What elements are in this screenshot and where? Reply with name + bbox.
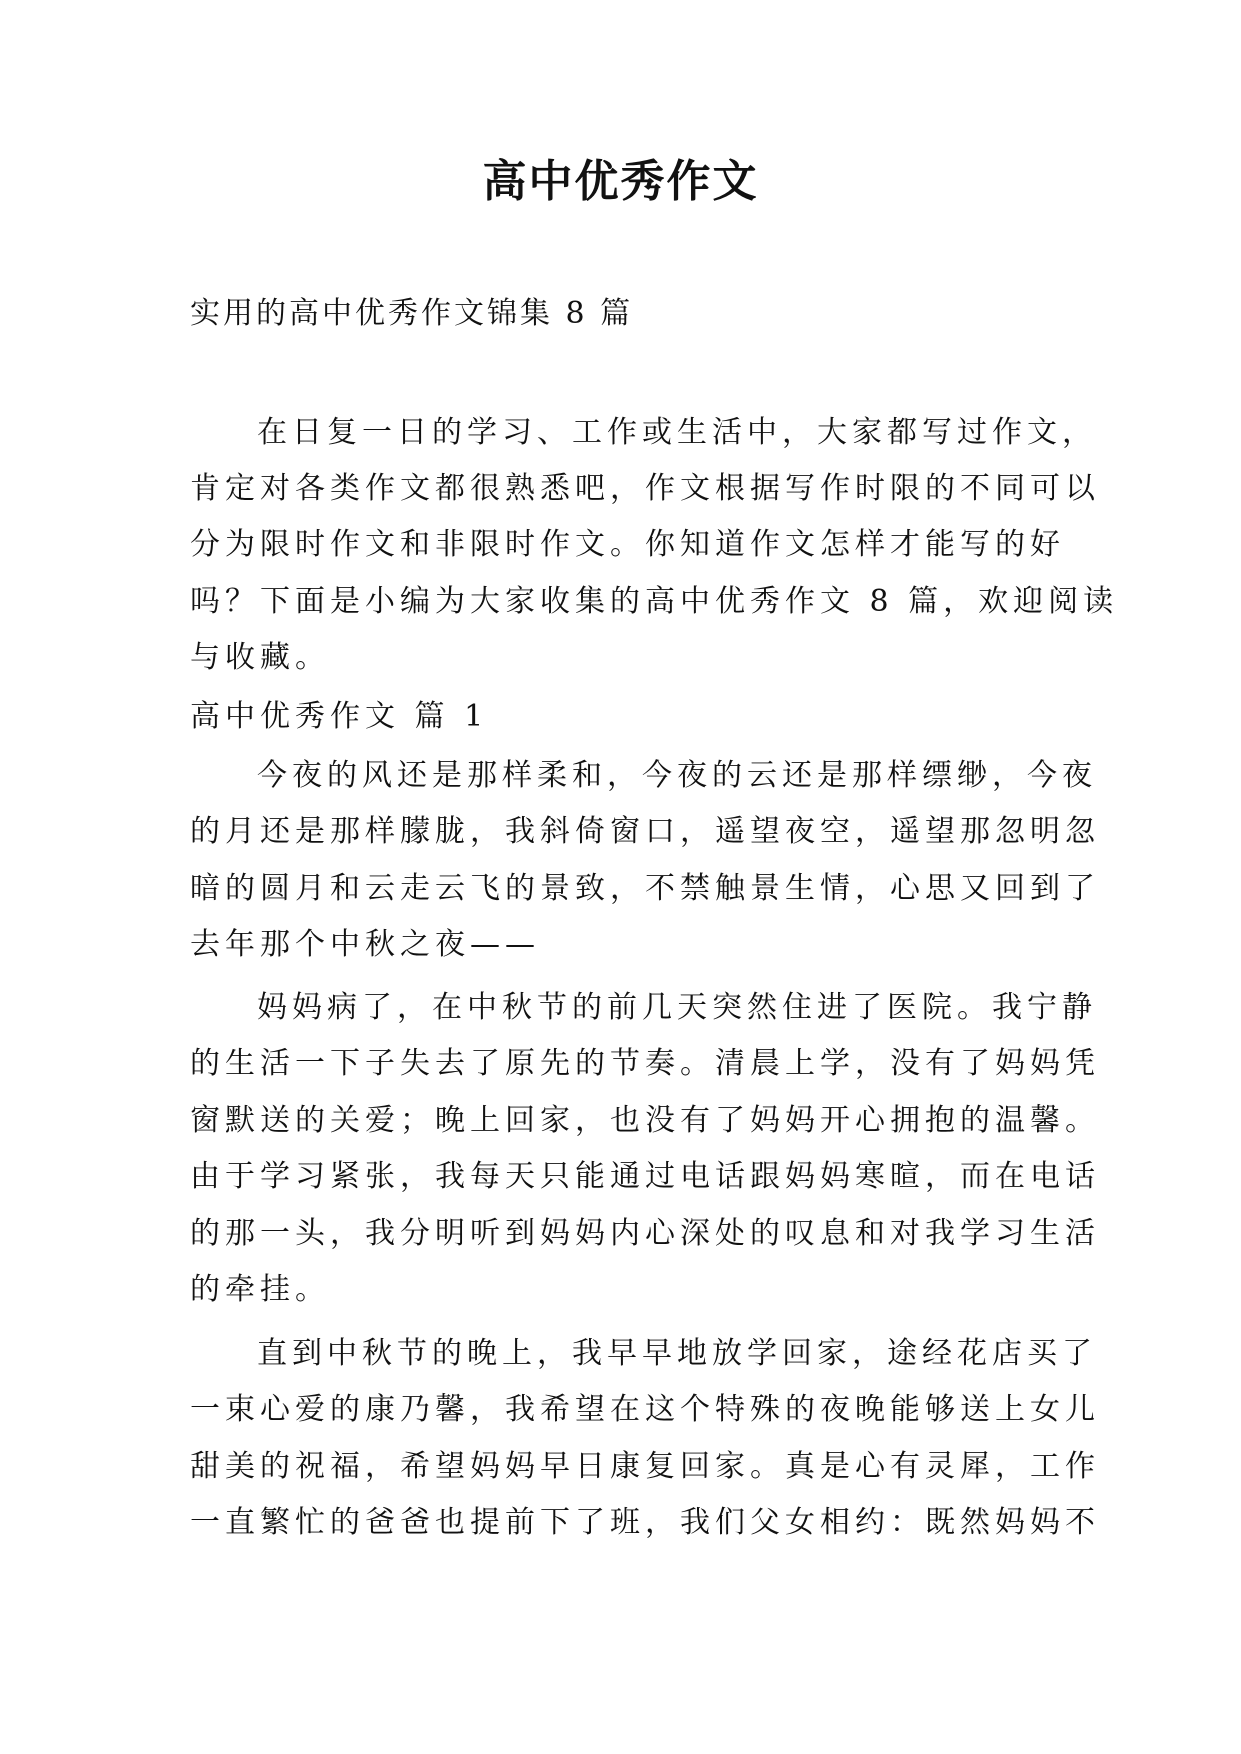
document-title: 高中优秀作文 bbox=[482, 156, 759, 207]
paragraph-line: 吗？下面是小编为大家收集的高中优秀作文 8 篇，欢迎阅读 bbox=[190, 584, 1119, 619]
paragraph-line: 去年那个中秋之夜—— bbox=[190, 927, 540, 962]
paragraph-line: 的那一头，我分明听到妈妈内心深处的叹息和对我学习生活 bbox=[190, 1216, 1100, 1251]
paragraph-line: 的牵挂。 bbox=[190, 1272, 330, 1307]
document-subtitle: 实用的高中优秀作文锦集 8 篇 bbox=[190, 296, 634, 331]
paragraph-line: 甜美的祝福，希望妈妈早日康复回家。真是心有灵犀，工作 bbox=[190, 1449, 1100, 1484]
paragraph-line: 与收藏。 bbox=[190, 640, 330, 675]
paragraph-line: 窗默送的关爱；晚上回家，也没有了妈妈开心拥抱的温馨。 bbox=[190, 1103, 1100, 1138]
paragraph-line: 暗的圆月和云走云飞的景致，不禁触景生情，心思又回到了 bbox=[190, 871, 1100, 906]
paragraph-line: 分为限时作文和非限时作文。你知道作文怎样才能写的好 bbox=[190, 527, 1065, 562]
paragraph-line: 一束心爱的康乃馨，我希望在这个特殊的夜晚能够送上女儿 bbox=[190, 1392, 1100, 1427]
paragraph-line: 今夜的风还是那样柔和，今夜的云还是那样缥缈，今夜 bbox=[257, 758, 1097, 793]
paragraph-line: 妈妈病了，在中秋节的前几天突然住进了医院。我宁静 bbox=[257, 990, 1097, 1025]
paragraph-line: 肯定对各类作文都很熟悉吧，作文根据写作时限的不同可以 bbox=[190, 471, 1100, 506]
paragraph-line: 的月还是那样朦胧，我斜倚窗口，遥望夜空，遥望那忽明忽 bbox=[190, 814, 1100, 849]
paragraph-line: 一直繁忙的爸爸也提前下了班，我们父女相约：既然妈妈不 bbox=[190, 1505, 1100, 1540]
paragraph-line: 由于学习紧张，我每天只能通过电话跟妈妈寒暄，而在电话 bbox=[190, 1159, 1100, 1194]
section-heading: 高中优秀作文 篇 1 bbox=[190, 699, 489, 734]
paragraph-line: 直到中秋节的晚上，我早早地放学回家，途经花店买了 bbox=[257, 1336, 1097, 1371]
paragraph-line: 的生活一下子失去了原先的节奏。清晨上学，没有了妈妈凭 bbox=[190, 1046, 1100, 1081]
paragraph-line: 在日复一日的学习、工作或生活中，大家都写过作文， bbox=[257, 415, 1097, 450]
